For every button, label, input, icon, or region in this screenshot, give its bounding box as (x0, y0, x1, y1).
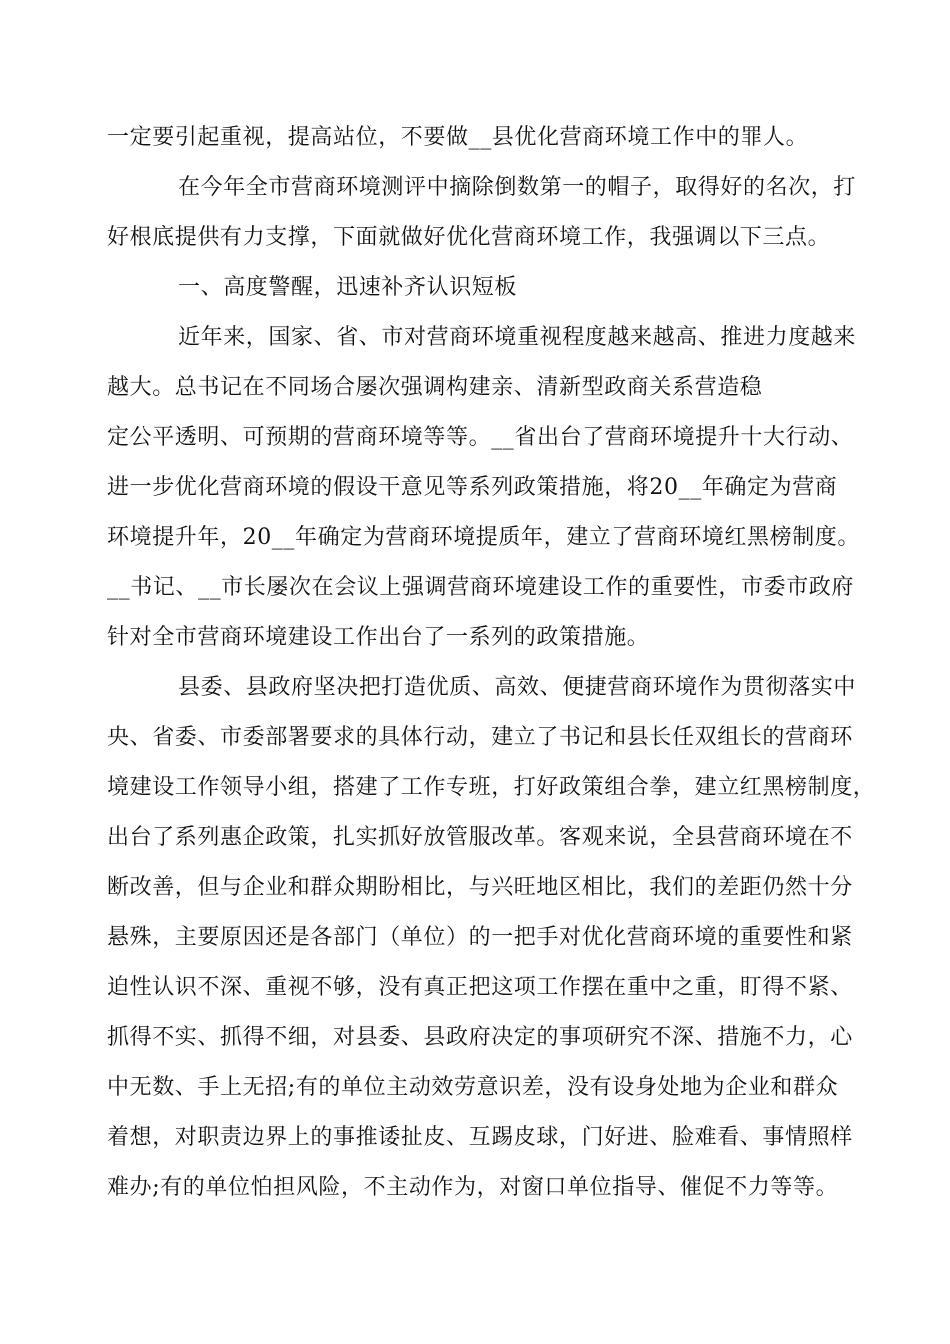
text-line: 着想，对职责边界上的事推诿扯皮、互踢皮球，门好进、脸难看、事情照样 (107, 1125, 853, 1150)
text-line: __书记、__市长屡次在会议上强调营商环境建设工作的重要性，市委市政府 (107, 575, 855, 600)
text-line: 好根底提供有力支撑，下面就做好优化营商环境工作，我强调以下三点。 (107, 225, 831, 250)
text-line: 悬殊，主要原因还是各部门（单位）的一把手对优化营商环境的重要性和紧 (107, 925, 853, 950)
text-line: 县委、县政府坚决把打造优质、高效、便捷营商环境作为贯彻落实中 (178, 675, 857, 700)
text-line: 环境提升年，20__年确定为营商环境提质年，建立了营商环境红黑榜制度。 (107, 525, 860, 550)
text-line: 中无数、手上无招;有的单位主动效劳意识差，没有设身处地为企业和群众 (107, 1075, 839, 1100)
text-line: 境建设工作领导小组，搭建了工作专班，打好政策组合拳，建立红黑榜制度， (107, 775, 876, 800)
text-line: 断改善，但与企业和群众期盼相比，与兴旺地区相比，我们的差距仍然十分 (107, 875, 853, 900)
text-line: 在今年全市营商环境测评中摘除倒数第一的帽子，取得好的名次，打 (178, 175, 857, 200)
text-line: 近年来，国家、省、市对营商环境重视程度越来越高、推进力度越来 (178, 325, 857, 350)
text-line: 难办;有的单位怕担风险，不主动作为，对窗口单位指导、催促不力等等。 (107, 1175, 839, 1200)
text-line: 越大。总书记在不同场合屡次强调构建亲、清新型政商关系营造稳 (107, 375, 763, 400)
text-line: 针对全市营商环境建设工作出台了一系列的政策措施。 (107, 625, 650, 650)
text-line: 抓得不实、抓得不细，对县委、县政府决定的事项研究不深、措施不力，心 (107, 1025, 853, 1050)
section-heading: 一、高度警醒，迅速补齐认识短板 (178, 275, 518, 300)
text-line: 央、省委、市委部署要求的具体行动，建立了书记和县长任双组长的营商环 (107, 725, 853, 750)
text-line: 出台了系列惠企政策，扎实抓好放管服改革。客观来说，全县营商环境在不 (107, 825, 853, 850)
text-line: 迫性认识不深、重视不够，没有真正把这项工作摆在重中之重，盯得不紧、 (107, 975, 853, 1000)
text-line: 定公平透明、可预期的营商环境等等。__省出台了营商环境提升十大行动、 (107, 425, 854, 450)
text-line: 一定要引起重视，提高站位，不要做__县优化营商环境工作中的罪人。 (107, 125, 809, 150)
text-line: 进一步优化营商环境的假设干意见等系列政策措施，将20__年确定为营商 (107, 475, 838, 500)
